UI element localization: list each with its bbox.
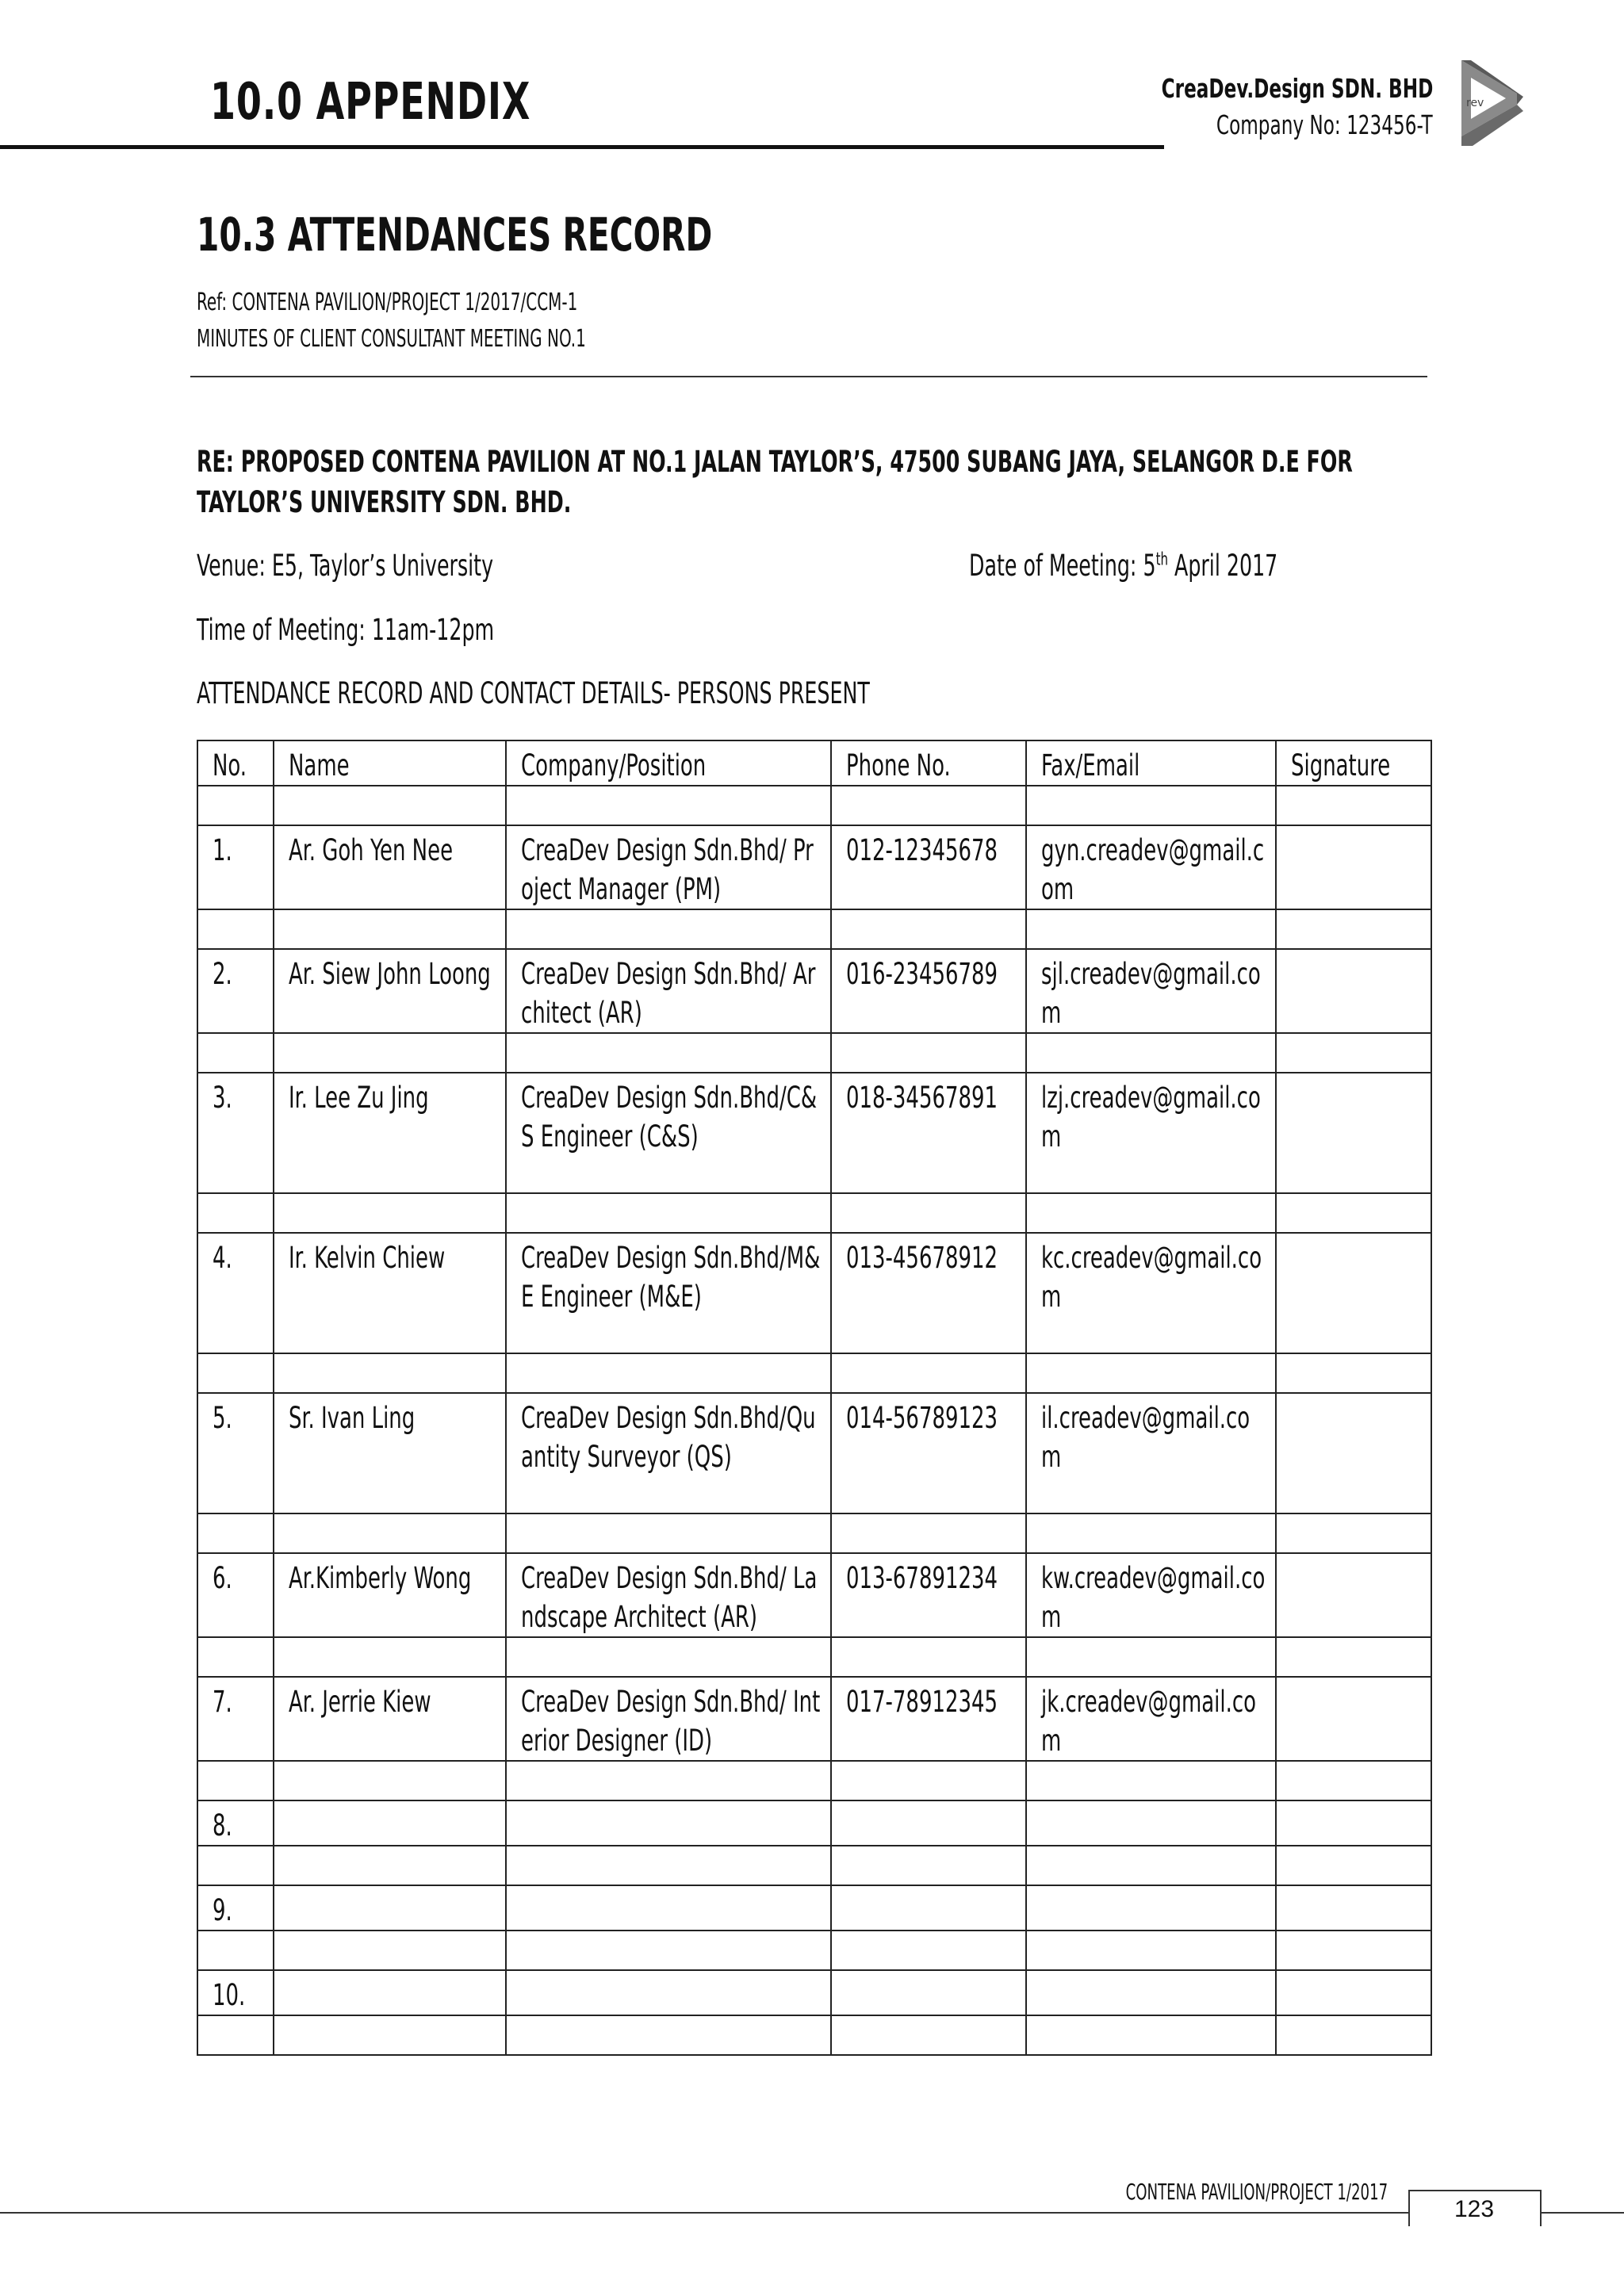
cell-phone: 016-23456789 [831, 949, 1026, 1033]
cell-email: il.creadev@gmail.com [1026, 1393, 1276, 1513]
cell-no [197, 1637, 274, 1677]
cell-signature [1276, 1393, 1431, 1513]
cell-company-position [506, 1970, 831, 2015]
cell-name [274, 1931, 506, 1970]
cell-no: 8. [197, 1800, 274, 1846]
cell-signature [1276, 825, 1431, 909]
cell-signature [1276, 1885, 1431, 1931]
cell-phone: 014-56789123 [831, 1393, 1026, 1513]
cell-email [1026, 1513, 1276, 1553]
cell-no: 9. [197, 1885, 274, 1931]
cell-company-position [506, 2015, 831, 2055]
cell-no: 2. [197, 949, 274, 1033]
column-header-fax-email: Fax/Email [1026, 740, 1276, 786]
cell-name [274, 909, 506, 949]
cell-phone [831, 1193, 1026, 1233]
cell-signature [1276, 1931, 1431, 1970]
cell-email [1026, 1353, 1276, 1393]
cell-company-position: CreaDev Design Sdn.Bhd/M&E Engineer (M&E) [506, 1233, 831, 1353]
cell-email: kw.creadev@gmail.com [1026, 1553, 1276, 1637]
table-spacer-row [197, 1193, 1431, 1233]
cell-name [274, 1193, 506, 1233]
cell-email [1026, 1931, 1276, 1970]
cell-phone [831, 1637, 1026, 1677]
cell-no [197, 1846, 274, 1885]
cell-company-position [506, 909, 831, 949]
cell-company-position [506, 1885, 831, 1931]
cell-signature [1276, 1677, 1431, 1761]
cell-email [1026, 1193, 1276, 1233]
meeting-date-prefix: Date of Meeting: 5 [969, 549, 1156, 583]
cell-signature [1276, 1033, 1431, 1073]
table-spacer-row [197, 1033, 1431, 1073]
table-spacer-row [197, 786, 1431, 825]
cell-phone: 013-45678912 [831, 1233, 1026, 1353]
cell-email [1026, 786, 1276, 825]
logo-text: rev [1466, 97, 1484, 109]
cell-name: Ir. Kelvin Chiew [274, 1233, 506, 1353]
cell-name [274, 1761, 506, 1800]
cell-signature [1276, 1353, 1431, 1393]
cell-email [1026, 2015, 1276, 2055]
cell-company-position: CreaDev Design Sdn.Bhd/Quantity Surveyor (QS) [506, 1393, 831, 1513]
cell-signature [1276, 2015, 1431, 2055]
cell-signature [1276, 909, 1431, 949]
cell-no: 4. [197, 1233, 274, 1353]
appendix-title: 10.0 APPENDIX [210, 73, 531, 132]
cell-name [274, 1885, 506, 1931]
table-row [197, 1073, 1431, 1193]
page-number: 123 [1454, 2196, 1495, 2222]
cell-company-position [506, 1193, 831, 1233]
cell-no: 5. [197, 1393, 274, 1513]
table-header-row [197, 740, 1431, 786]
table-spacer-row [197, 909, 1431, 949]
meeting-date-superscript: th [1155, 549, 1169, 570]
cell-name [274, 1970, 506, 2015]
cell-signature [1276, 1846, 1431, 1885]
cell-email: jk.creadev@gmail.com [1026, 1677, 1276, 1761]
cell-phone [831, 1931, 1026, 1970]
cell-no [197, 1353, 274, 1393]
footer-project-ref: CONTENA PAVILION/PROJECT 1/2017 [1125, 2179, 1388, 2205]
table-spacer-row [197, 1513, 1431, 1553]
cell-no: 7. [197, 1677, 274, 1761]
column-header-company-position: Company/Position [506, 740, 831, 786]
cell-phone [831, 1761, 1026, 1800]
cell-no [197, 1033, 274, 1073]
meeting-date-suffix: April 2017 [1168, 549, 1278, 583]
cell-company-position: CreaDev Design Sdn.Bhd/ Landscape Architect (AR) [506, 1553, 831, 1637]
table-spacer-row [197, 1353, 1431, 1393]
cell-no [197, 786, 274, 825]
table-row [197, 1553, 1431, 1637]
cell-email [1026, 1885, 1276, 1931]
cell-name: Ar.Kimberly Wong [274, 1553, 506, 1637]
table-row [197, 949, 1431, 1033]
cell-name [274, 1846, 506, 1885]
table-spacer-row [197, 1931, 1431, 1970]
meeting-date [969, 549, 1277, 583]
cell-email [1026, 1637, 1276, 1677]
header-divider [0, 145, 1164, 149]
cell-no [197, 1761, 274, 1800]
table-row [197, 1800, 1431, 1846]
cell-signature [1276, 1553, 1431, 1637]
cell-signature [1276, 949, 1431, 1033]
cell-email: kc.creadev@gmail.com [1026, 1233, 1276, 1353]
cell-phone [831, 1033, 1026, 1073]
minutes-line: MINUTES OF CLIENT CONSULTANT MEETING NO.1 [197, 325, 586, 353]
cell-signature [1276, 1233, 1431, 1353]
cell-company-position: CreaDev Design Sdn.Bhd/ Architect (AR) [506, 949, 831, 1033]
cell-name: Sr. Ivan Ling [274, 1393, 506, 1513]
table-spacer-row [197, 1761, 1431, 1800]
cell-name [274, 786, 506, 825]
cell-name: Ar. Siew John Loong [274, 949, 506, 1033]
cell-no [197, 909, 274, 949]
table-row [197, 1393, 1431, 1513]
cell-company-position [506, 1513, 831, 1553]
attendance-table [197, 740, 1432, 2056]
cell-no [197, 1193, 274, 1233]
cell-no: 1. [197, 825, 274, 909]
meeting-venue: Venue: E5, Taylor’s University [197, 549, 494, 583]
cell-phone: 017-78912345 [831, 1677, 1026, 1761]
section-divider [190, 376, 1427, 377]
cell-phone [831, 1353, 1026, 1393]
cell-email [1026, 1970, 1276, 2015]
cell-email [1026, 1846, 1276, 1885]
cell-phone [831, 909, 1026, 949]
cell-signature [1276, 1073, 1431, 1193]
company-logo [1455, 57, 1526, 148]
cell-email [1026, 1800, 1276, 1846]
cell-phone [831, 1970, 1026, 2015]
cell-signature [1276, 1513, 1431, 1553]
cell-name [274, 1513, 506, 1553]
table-spacer-row [197, 1846, 1431, 1885]
cell-name: Ar. Jerrie Kiew [274, 1677, 506, 1761]
cell-phone: 018-34567891 [831, 1073, 1026, 1193]
cell-company-position [506, 786, 831, 825]
cell-name [274, 1800, 506, 1846]
reference-line: Ref: CONTENA PAVILION/PROJECT 1/2017/CCM-1 [197, 289, 578, 316]
attendance-heading: ATTENDANCE RECORD AND CONTACT DETAILS- PERSONS PRESENT [197, 676, 870, 710]
table-spacer-row [197, 1637, 1431, 1677]
column-header-name: Name [274, 740, 506, 786]
meeting-time: Time of Meeting: 11am-12pm [197, 613, 495, 647]
company-number: Company No: 123456-T [1216, 109, 1433, 140]
cell-company-position [506, 1637, 831, 1677]
cell-name [274, 2015, 506, 2055]
cell-phone [831, 1885, 1026, 1931]
cell-email: gyn.creadev@gmail.com [1026, 825, 1276, 909]
cell-company-position [506, 1800, 831, 1846]
table-row [197, 1677, 1431, 1761]
company-name: CreaDev.Design SDN. BHD [1161, 73, 1433, 104]
cell-phone [831, 786, 1026, 825]
footer-divider [0, 2212, 1408, 2214]
cell-name: Ir. Lee Zu Jing [274, 1073, 506, 1193]
footer-divider-right [1540, 2212, 1624, 2214]
cell-email [1026, 1761, 1276, 1800]
cell-no [197, 1513, 274, 1553]
cell-company-position [506, 1353, 831, 1393]
cell-signature [1276, 1637, 1431, 1677]
table-row [197, 1885, 1431, 1931]
column-header-signature: Signature [1276, 740, 1431, 786]
cell-email [1026, 909, 1276, 949]
cell-phone [831, 1800, 1026, 1846]
cell-company-position [506, 1846, 831, 1885]
column-header-no: No. [197, 740, 274, 786]
table-spacer-row [197, 2015, 1431, 2055]
cell-email: lzj.creadev@gmail.com [1026, 1073, 1276, 1193]
table-row [197, 1233, 1431, 1353]
cell-company-position [506, 1931, 831, 1970]
table-row [197, 825, 1431, 909]
cell-no: 10. [197, 1970, 274, 2015]
cell-phone [831, 1513, 1026, 1553]
cell-phone [831, 2015, 1026, 2055]
cell-signature [1276, 1800, 1431, 1846]
section-title: 10.3 ATTENDANCES RECORD [197, 208, 713, 262]
cell-email [1026, 1033, 1276, 1073]
cell-signature [1276, 1761, 1431, 1800]
cell-phone [831, 1846, 1026, 1885]
cell-no: 3. [197, 1073, 274, 1193]
cell-signature [1276, 1970, 1431, 2015]
cell-company-position: CreaDev Design Sdn.Bhd/C&S Engineer (C&S) [506, 1073, 831, 1193]
cell-email: sjl.creadev@gmail.com [1026, 949, 1276, 1033]
cell-no [197, 1931, 274, 1970]
cell-company-position: CreaDev Design Sdn.Bhd/ Project Manager (PM) [506, 825, 831, 909]
cell-name: Ar. Goh Yen Nee [274, 825, 506, 909]
table-row [197, 1970, 1431, 2015]
cell-company-position [506, 1033, 831, 1073]
cell-no [197, 2015, 274, 2055]
re-subject-line-1: RE: PROPOSED CONTENA PAVILION AT NO.1 JALAN TAYLOR’S, 47500 SUBANG JAYA, SELANGOR D.E FOR [197, 445, 1353, 479]
cell-signature [1276, 1193, 1431, 1233]
cell-name [274, 1637, 506, 1677]
cell-company-position [506, 1761, 831, 1800]
cell-name [274, 1033, 506, 1073]
cell-phone: 012-12345678 [831, 825, 1026, 909]
cell-name [274, 1353, 506, 1393]
cell-signature [1276, 786, 1431, 825]
cell-company-position: CreaDev Design Sdn.Bhd/ Interior Designer (ID) [506, 1677, 831, 1761]
column-header-phone: Phone No. [831, 740, 1026, 786]
cell-no: 6. [197, 1553, 274, 1637]
re-subject-line-2: TAYLOR’S UNIVERSITY SDN. BHD. [197, 485, 572, 519]
cell-phone: 013-67891234 [831, 1553, 1026, 1637]
